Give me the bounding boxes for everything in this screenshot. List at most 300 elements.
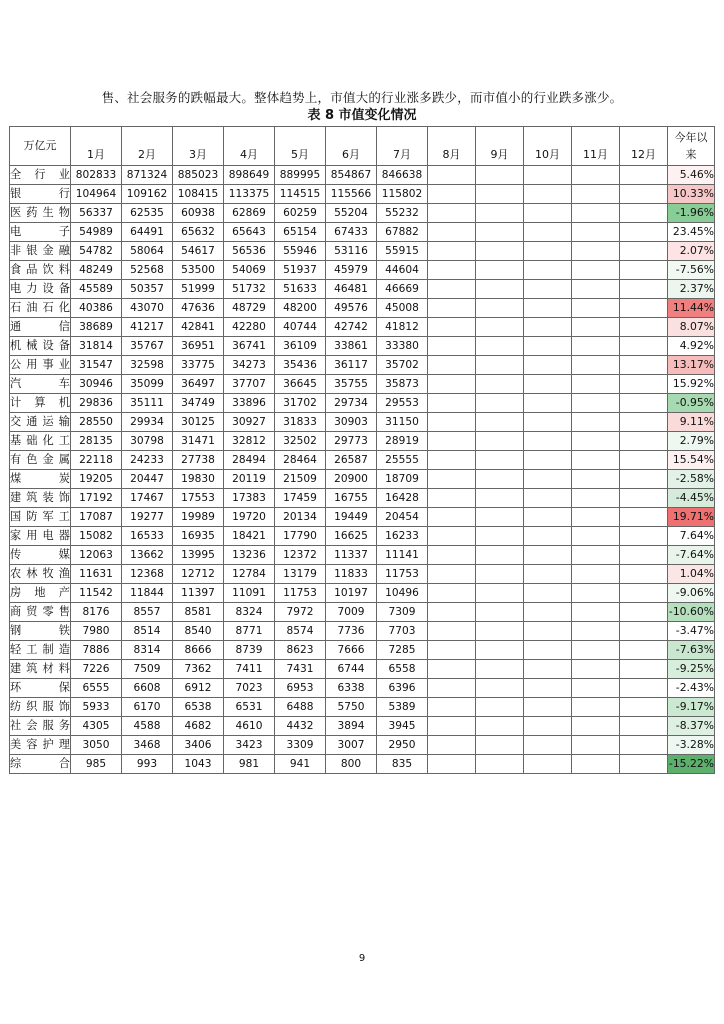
month-value-cell: 36117 bbox=[326, 356, 377, 375]
ytd-change-cell: -3.47% bbox=[668, 622, 715, 641]
empty-month-cell bbox=[428, 489, 476, 508]
table-row bbox=[10, 223, 715, 242]
empty-month-cell bbox=[620, 755, 668, 774]
empty-month-cell bbox=[620, 489, 668, 508]
month-value-cell: 56337 bbox=[71, 204, 122, 223]
table-row bbox=[10, 508, 715, 527]
month-value-cell: 44604 bbox=[377, 261, 428, 280]
table-row bbox=[10, 755, 715, 774]
empty-month-cell bbox=[428, 413, 476, 432]
month-header: 7月 bbox=[377, 127, 428, 166]
industry-name: 建筑材料 bbox=[10, 660, 71, 679]
empty-month-cell bbox=[428, 451, 476, 470]
empty-month-cell bbox=[620, 660, 668, 679]
month-value-cell: 6538 bbox=[173, 698, 224, 717]
month-value-cell: 19830 bbox=[173, 470, 224, 489]
empty-month-cell bbox=[428, 356, 476, 375]
month-value-cell: 30927 bbox=[224, 413, 275, 432]
empty-month-cell bbox=[620, 698, 668, 717]
month-value-cell: 7972 bbox=[275, 603, 326, 622]
month-value-cell: 17790 bbox=[275, 527, 326, 546]
month-value-cell: 42742 bbox=[326, 318, 377, 337]
month-value-cell: 8557 bbox=[122, 603, 173, 622]
empty-month-cell bbox=[572, 337, 620, 356]
ytd-change-cell: -9.17% bbox=[668, 698, 715, 717]
month-value-cell: 36645 bbox=[275, 375, 326, 394]
month-value-cell: 51999 bbox=[173, 280, 224, 299]
industry-name: 交通运输 bbox=[10, 413, 71, 432]
ytd-change-cell: 1.04% bbox=[668, 565, 715, 584]
empty-month-cell bbox=[620, 223, 668, 242]
month-value-cell: 8666 bbox=[173, 641, 224, 660]
month-value-cell: 46481 bbox=[326, 280, 377, 299]
industry-name: 电力设备 bbox=[10, 280, 71, 299]
month-value-cell: 8574 bbox=[275, 622, 326, 641]
month-value-cell: 67882 bbox=[377, 223, 428, 242]
table-row bbox=[10, 261, 715, 280]
empty-month-cell bbox=[428, 508, 476, 527]
empty-month-cell bbox=[428, 603, 476, 622]
month-value-cell: 3945 bbox=[377, 717, 428, 736]
month-value-cell: 3309 bbox=[275, 736, 326, 755]
month-value-cell: 16533 bbox=[122, 527, 173, 546]
market-value-table bbox=[9, 126, 715, 774]
month-value-cell: 11337 bbox=[326, 546, 377, 565]
industry-name: 美容护理 bbox=[10, 736, 71, 755]
table-row bbox=[10, 318, 715, 337]
ytd-change-cell: -2.58% bbox=[668, 470, 715, 489]
month-value-cell: 34749 bbox=[173, 394, 224, 413]
empty-month-cell bbox=[524, 223, 572, 242]
month-value-cell: 33896 bbox=[224, 394, 275, 413]
month-value-cell: 31547 bbox=[71, 356, 122, 375]
empty-month-cell bbox=[524, 584, 572, 603]
month-value-cell: 54989 bbox=[71, 223, 122, 242]
empty-month-cell bbox=[572, 641, 620, 660]
empty-month-cell bbox=[620, 736, 668, 755]
month-value-cell: 898649 bbox=[224, 166, 275, 185]
empty-month-cell bbox=[572, 546, 620, 565]
month-value-cell: 5389 bbox=[377, 698, 428, 717]
ytd-change-cell: -1.96% bbox=[668, 204, 715, 223]
month-value-cell: 7009 bbox=[326, 603, 377, 622]
month-value-cell: 6531 bbox=[224, 698, 275, 717]
month-value-cell: 16428 bbox=[377, 489, 428, 508]
empty-month-cell bbox=[428, 299, 476, 318]
month-value-cell: 3894 bbox=[326, 717, 377, 736]
industry-name: 计算机 bbox=[10, 394, 71, 413]
month-value-cell: 941 bbox=[275, 755, 326, 774]
empty-month-cell bbox=[524, 508, 572, 527]
empty-month-cell bbox=[620, 470, 668, 489]
month-value-cell: 18709 bbox=[377, 470, 428, 489]
ytd-change-cell: -10.60% bbox=[668, 603, 715, 622]
month-value-cell: 17553 bbox=[173, 489, 224, 508]
month-value-cell: 43070 bbox=[122, 299, 173, 318]
month-value-cell: 10496 bbox=[377, 584, 428, 603]
empty-month-cell bbox=[572, 166, 620, 185]
table-row bbox=[10, 546, 715, 565]
month-value-cell: 62535 bbox=[122, 204, 173, 223]
empty-month-cell bbox=[428, 261, 476, 280]
table-row bbox=[10, 375, 715, 394]
industry-name: 国防军工 bbox=[10, 508, 71, 527]
month-value-cell: 7411 bbox=[224, 660, 275, 679]
month-value-cell: 42841 bbox=[173, 318, 224, 337]
month-value-cell: 16625 bbox=[326, 527, 377, 546]
month-value-cell: 45979 bbox=[326, 261, 377, 280]
empty-month-cell bbox=[572, 204, 620, 223]
industry-name: 煤炭 bbox=[10, 470, 71, 489]
month-value-cell: 4610 bbox=[224, 717, 275, 736]
empty-month-cell bbox=[524, 546, 572, 565]
empty-month-cell bbox=[572, 432, 620, 451]
empty-month-cell bbox=[524, 356, 572, 375]
empty-month-cell bbox=[476, 622, 524, 641]
ytd-change-cell: -9.25% bbox=[668, 660, 715, 679]
ytd-change-cell: 2.37% bbox=[668, 280, 715, 299]
month-value-cell: 885023 bbox=[173, 166, 224, 185]
month-value-cell: 7226 bbox=[71, 660, 122, 679]
month-value-cell: 109162 bbox=[122, 185, 173, 204]
empty-month-cell bbox=[572, 660, 620, 679]
month-value-cell: 6744 bbox=[326, 660, 377, 679]
empty-month-cell bbox=[572, 584, 620, 603]
empty-month-cell bbox=[476, 546, 524, 565]
month-value-cell: 29773 bbox=[326, 432, 377, 451]
table-row bbox=[10, 337, 715, 356]
empty-month-cell bbox=[428, 375, 476, 394]
empty-month-cell bbox=[524, 641, 572, 660]
empty-month-cell bbox=[476, 299, 524, 318]
ytd-header-line2: 来 bbox=[685, 148, 697, 161]
empty-month-cell bbox=[428, 546, 476, 565]
industry-name: 通信 bbox=[10, 318, 71, 337]
month-value-cell: 985 bbox=[71, 755, 122, 774]
table-row bbox=[10, 527, 715, 546]
month-value-cell: 7736 bbox=[326, 622, 377, 641]
month-value-cell: 15082 bbox=[71, 527, 122, 546]
empty-month-cell bbox=[428, 318, 476, 337]
empty-month-cell bbox=[620, 413, 668, 432]
month-value-cell: 993 bbox=[122, 755, 173, 774]
month-value-cell: 67433 bbox=[326, 223, 377, 242]
month-value-cell: 115802 bbox=[377, 185, 428, 204]
empty-month-cell bbox=[428, 698, 476, 717]
empty-month-cell bbox=[620, 337, 668, 356]
month-value-cell: 12784 bbox=[224, 565, 275, 584]
month-value-cell: 6170 bbox=[122, 698, 173, 717]
empty-month-cell bbox=[524, 204, 572, 223]
month-value-cell: 5933 bbox=[71, 698, 122, 717]
empty-month-cell bbox=[524, 679, 572, 698]
month-value-cell: 11542 bbox=[71, 584, 122, 603]
industry-name: 全行业 bbox=[10, 166, 71, 185]
ytd-change-cell: 13.17% bbox=[668, 356, 715, 375]
empty-month-cell bbox=[428, 432, 476, 451]
month-value-cell: 19989 bbox=[173, 508, 224, 527]
empty-month-cell bbox=[572, 565, 620, 584]
month-value-cell: 11753 bbox=[275, 584, 326, 603]
month-value-cell: 17459 bbox=[275, 489, 326, 508]
month-value-cell: 11141 bbox=[377, 546, 428, 565]
empty-month-cell bbox=[476, 185, 524, 204]
table-row bbox=[10, 185, 715, 204]
month-value-cell: 5750 bbox=[326, 698, 377, 717]
month-value-cell: 7886 bbox=[71, 641, 122, 660]
month-value-cell: 46669 bbox=[377, 280, 428, 299]
empty-month-cell bbox=[476, 508, 524, 527]
month-value-cell: 19277 bbox=[122, 508, 173, 527]
empty-month-cell bbox=[620, 242, 668, 261]
ytd-change-cell: -8.37% bbox=[668, 717, 715, 736]
month-value-cell: 16935 bbox=[173, 527, 224, 546]
table-row bbox=[10, 413, 715, 432]
month-value-cell: 58064 bbox=[122, 242, 173, 261]
month-value-cell: 28550 bbox=[71, 413, 122, 432]
empty-month-cell bbox=[428, 527, 476, 546]
month-value-cell: 7509 bbox=[122, 660, 173, 679]
industry-name: 电子 bbox=[10, 223, 71, 242]
month-value-cell: 7362 bbox=[173, 660, 224, 679]
month-value-cell: 28135 bbox=[71, 432, 122, 451]
empty-month-cell bbox=[620, 622, 668, 641]
industry-name: 食品饮料 bbox=[10, 261, 71, 280]
empty-month-cell bbox=[572, 755, 620, 774]
month-value-cell: 56536 bbox=[224, 242, 275, 261]
month-value-cell: 48249 bbox=[71, 261, 122, 280]
month-value-cell: 25555 bbox=[377, 451, 428, 470]
month-value-cell: 62869 bbox=[224, 204, 275, 223]
industry-name: 公用事业 bbox=[10, 356, 71, 375]
month-value-cell: 17467 bbox=[122, 489, 173, 508]
month-value-cell: 8771 bbox=[224, 622, 275, 641]
month-value-cell: 854867 bbox=[326, 166, 377, 185]
empty-month-cell bbox=[428, 736, 476, 755]
empty-month-cell bbox=[524, 394, 572, 413]
month-header: 6月 bbox=[326, 127, 377, 166]
table-row bbox=[10, 565, 715, 584]
industry-name: 社会服务 bbox=[10, 717, 71, 736]
month-value-cell: 16233 bbox=[377, 527, 428, 546]
ytd-header bbox=[668, 127, 715, 166]
month-value-cell: 51937 bbox=[275, 261, 326, 280]
empty-month-cell bbox=[524, 755, 572, 774]
month-value-cell: 12372 bbox=[275, 546, 326, 565]
month-value-cell: 35099 bbox=[122, 375, 173, 394]
month-value-cell: 19720 bbox=[224, 508, 275, 527]
empty-month-cell bbox=[572, 223, 620, 242]
month-value-cell: 8514 bbox=[122, 622, 173, 641]
month-value-cell: 7431 bbox=[275, 660, 326, 679]
ytd-change-cell: 2.79% bbox=[668, 432, 715, 451]
month-value-cell: 29553 bbox=[377, 394, 428, 413]
month-value-cell: 29934 bbox=[122, 413, 173, 432]
empty-month-cell bbox=[476, 584, 524, 603]
empty-month-cell bbox=[428, 223, 476, 242]
table-row bbox=[10, 717, 715, 736]
month-value-cell: 6558 bbox=[377, 660, 428, 679]
month-value-cell: 32598 bbox=[122, 356, 173, 375]
month-value-cell: 54782 bbox=[71, 242, 122, 261]
industry-name: 有色金属 bbox=[10, 451, 71, 470]
month-value-cell: 4588 bbox=[122, 717, 173, 736]
empty-month-cell bbox=[572, 318, 620, 337]
month-value-cell: 11397 bbox=[173, 584, 224, 603]
month-value-cell: 47636 bbox=[173, 299, 224, 318]
month-value-cell: 8581 bbox=[173, 603, 224, 622]
month-value-cell: 37707 bbox=[224, 375, 275, 394]
industry-name: 房地产 bbox=[10, 584, 71, 603]
empty-month-cell bbox=[572, 375, 620, 394]
table-row bbox=[10, 451, 715, 470]
month-header: 11月 bbox=[572, 127, 620, 166]
empty-month-cell bbox=[476, 223, 524, 242]
ytd-change-cell: 19.71% bbox=[668, 508, 715, 527]
industry-name: 基础化工 bbox=[10, 432, 71, 451]
month-value-cell: 30798 bbox=[122, 432, 173, 451]
ytd-change-cell: -3.28% bbox=[668, 736, 715, 755]
month-value-cell: 41812 bbox=[377, 318, 428, 337]
table-row bbox=[10, 489, 715, 508]
industry-name: 传媒 bbox=[10, 546, 71, 565]
month-value-cell: 7023 bbox=[224, 679, 275, 698]
empty-month-cell bbox=[572, 261, 620, 280]
month-value-cell: 7666 bbox=[326, 641, 377, 660]
month-value-cell: 32812 bbox=[224, 432, 275, 451]
month-value-cell: 51633 bbox=[275, 280, 326, 299]
empty-month-cell bbox=[476, 318, 524, 337]
month-value-cell: 36109 bbox=[275, 337, 326, 356]
empty-month-cell bbox=[428, 622, 476, 641]
month-value-cell: 32502 bbox=[275, 432, 326, 451]
empty-month-cell bbox=[476, 280, 524, 299]
month-value-cell: 21509 bbox=[275, 470, 326, 489]
empty-month-cell bbox=[524, 432, 572, 451]
month-value-cell: 11091 bbox=[224, 584, 275, 603]
month-value-cell: 31814 bbox=[71, 337, 122, 356]
ytd-change-cell: 15.54% bbox=[668, 451, 715, 470]
month-value-cell: 12063 bbox=[71, 546, 122, 565]
page-number: 9 bbox=[358, 953, 366, 964]
empty-month-cell bbox=[524, 299, 572, 318]
month-value-cell: 3406 bbox=[173, 736, 224, 755]
empty-month-cell bbox=[572, 717, 620, 736]
month-value-cell: 8739 bbox=[224, 641, 275, 660]
month-value-cell: 20900 bbox=[326, 470, 377, 489]
empty-month-cell bbox=[428, 166, 476, 185]
month-value-cell: 40386 bbox=[71, 299, 122, 318]
month-value-cell: 20447 bbox=[122, 470, 173, 489]
ytd-change-cell: 8.07% bbox=[668, 318, 715, 337]
month-value-cell: 7285 bbox=[377, 641, 428, 660]
month-value-cell: 104964 bbox=[71, 185, 122, 204]
ytd-change-cell: -7.63% bbox=[668, 641, 715, 660]
table-row bbox=[10, 280, 715, 299]
month-value-cell: 33380 bbox=[377, 337, 428, 356]
month-value-cell: 24233 bbox=[122, 451, 173, 470]
ytd-change-cell: -4.45% bbox=[668, 489, 715, 508]
month-value-cell: 17192 bbox=[71, 489, 122, 508]
month-value-cell: 8314 bbox=[122, 641, 173, 660]
empty-month-cell bbox=[620, 565, 668, 584]
empty-month-cell bbox=[572, 299, 620, 318]
month-value-cell: 13662 bbox=[122, 546, 173, 565]
month-value-cell: 42280 bbox=[224, 318, 275, 337]
empty-month-cell bbox=[620, 546, 668, 565]
empty-month-cell bbox=[524, 337, 572, 356]
empty-month-cell bbox=[620, 432, 668, 451]
month-value-cell: 6396 bbox=[377, 679, 428, 698]
empty-month-cell bbox=[620, 394, 668, 413]
month-value-cell: 28919 bbox=[377, 432, 428, 451]
table-row bbox=[10, 204, 715, 223]
empty-month-cell bbox=[476, 489, 524, 508]
empty-month-cell bbox=[476, 736, 524, 755]
month-header: 9月 bbox=[476, 127, 524, 166]
month-value-cell: 33775 bbox=[173, 356, 224, 375]
ytd-change-cell: 4.92% bbox=[668, 337, 715, 356]
empty-month-cell bbox=[572, 280, 620, 299]
empty-month-cell bbox=[428, 641, 476, 660]
industry-name: 环保 bbox=[10, 679, 71, 698]
month-value-cell: 3423 bbox=[224, 736, 275, 755]
table-row bbox=[10, 679, 715, 698]
month-value-cell: 13179 bbox=[275, 565, 326, 584]
month-value-cell: 4305 bbox=[71, 717, 122, 736]
empty-month-cell bbox=[476, 717, 524, 736]
month-value-cell: 48200 bbox=[275, 299, 326, 318]
month-value-cell: 19205 bbox=[71, 470, 122, 489]
empty-month-cell bbox=[524, 603, 572, 622]
ytd-change-cell: 11.44% bbox=[668, 299, 715, 318]
empty-month-cell bbox=[620, 451, 668, 470]
empty-month-cell bbox=[620, 527, 668, 546]
month-value-cell: 7980 bbox=[71, 622, 122, 641]
month-value-cell: 28464 bbox=[275, 451, 326, 470]
month-header: 4月 bbox=[224, 127, 275, 166]
empty-month-cell bbox=[476, 603, 524, 622]
month-value-cell: 27738 bbox=[173, 451, 224, 470]
empty-month-cell bbox=[476, 432, 524, 451]
empty-month-cell bbox=[620, 375, 668, 394]
month-value-cell: 108415 bbox=[173, 185, 224, 204]
industry-name: 非银金融 bbox=[10, 242, 71, 261]
empty-month-cell bbox=[620, 679, 668, 698]
empty-month-cell bbox=[524, 736, 572, 755]
month-value-cell: 1043 bbox=[173, 755, 224, 774]
empty-month-cell bbox=[476, 204, 524, 223]
month-value-cell: 54617 bbox=[173, 242, 224, 261]
ytd-change-cell: 15.92% bbox=[668, 375, 715, 394]
month-value-cell: 49576 bbox=[326, 299, 377, 318]
month-value-cell: 7309 bbox=[377, 603, 428, 622]
ytd-change-cell: -9.06% bbox=[668, 584, 715, 603]
month-value-cell: 22118 bbox=[71, 451, 122, 470]
empty-month-cell bbox=[620, 280, 668, 299]
month-value-cell: 6555 bbox=[71, 679, 122, 698]
month-value-cell: 11844 bbox=[122, 584, 173, 603]
empty-month-cell bbox=[476, 394, 524, 413]
empty-month-cell bbox=[476, 337, 524, 356]
month-value-cell: 3468 bbox=[122, 736, 173, 755]
month-value-cell: 846638 bbox=[377, 166, 428, 185]
empty-month-cell bbox=[524, 565, 572, 584]
empty-month-cell bbox=[572, 356, 620, 375]
ytd-change-cell: 9.11% bbox=[668, 413, 715, 432]
empty-month-cell bbox=[524, 451, 572, 470]
month-value-cell: 20134 bbox=[275, 508, 326, 527]
